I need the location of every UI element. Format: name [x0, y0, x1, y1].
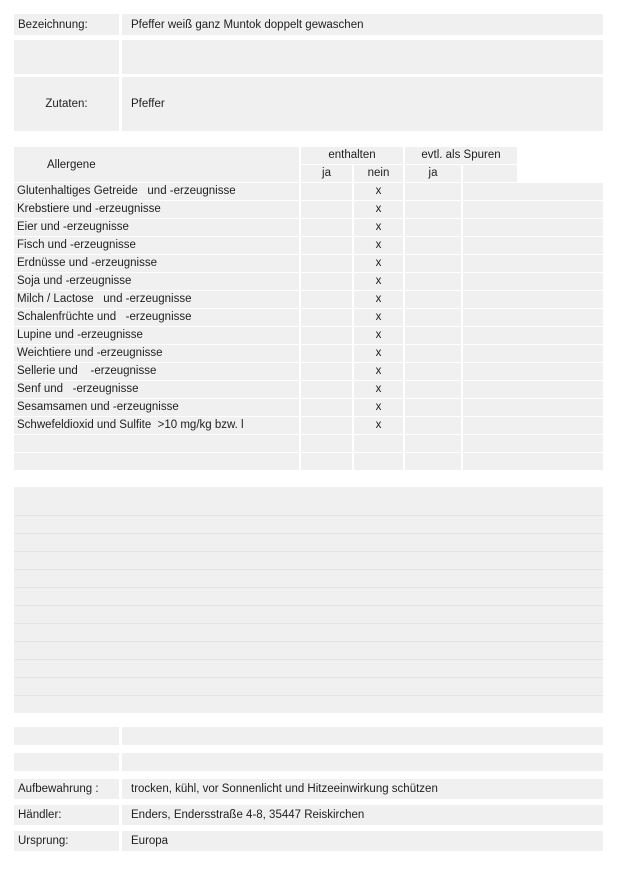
notes-empty-line [14, 569, 603, 587]
row-trailing-cell [463, 309, 603, 326]
field-row-empty-small-1 [14, 727, 603, 745]
allergen-column-title: Allergene [14, 147, 299, 182]
enthalten-nein-cell: x [354, 219, 403, 236]
row-trailing-cell [463, 345, 603, 362]
allergen-table [14, 147, 603, 470]
notes-empty-line [14, 641, 603, 659]
row-trailing-cell [463, 183, 603, 200]
allergen-empty-row [14, 452, 603, 470]
spuren-ja-cell [405, 417, 461, 434]
spuren-ja-cell [405, 183, 461, 200]
field-value-empty [122, 753, 603, 771]
field-label-empty [14, 753, 119, 771]
spuren-ja-cell [405, 435, 461, 452]
row-trailing-cell [463, 435, 603, 452]
field-value-zutaten: Pfeffer [122, 77, 603, 131]
field-label-empty [14, 40, 119, 74]
allergen-row [14, 218, 603, 236]
allergen-name-cell: Sesamsamen und -erzeugnisse [14, 399, 299, 416]
allergen-row [14, 308, 603, 326]
allergen-name-cell: Fisch und -erzeugnisse [14, 237, 299, 254]
enthalten-nein-cell [354, 435, 403, 452]
enthalten-ja-cell [301, 417, 352, 434]
notes-empty-line [14, 623, 603, 641]
notes-empty-line [14, 515, 603, 533]
field-value-aufbewahrung: trocken, kühl, vor Sonnenlicht und Hitzeeinwirkung schützen [122, 779, 603, 799]
field-label-empty [14, 727, 119, 745]
row-trailing-cell [463, 363, 603, 380]
allergen-row [14, 272, 603, 290]
allergen-row [14, 398, 603, 416]
enthalten-ja-cell [301, 381, 352, 398]
field-value-haendler: Enders, Endersstraße 4-8, 35447 Reiskirchen [122, 805, 603, 825]
spuren-ja-cell [405, 399, 461, 416]
notes-empty-line [14, 533, 603, 551]
allergen-name-cell: Glutenhaltiges Getreide und -erzeugnisse [14, 183, 299, 200]
enthalten-ja-cell [301, 273, 352, 290]
allergen-row [14, 326, 603, 344]
enthalten-ja-cell [301, 453, 352, 470]
notes-empty-line [14, 487, 603, 515]
allergen-name-cell: Weichtiere und -erzeugnisse [14, 345, 299, 362]
field-row-empty-small-2 [14, 753, 603, 771]
spuren-ja-cell [405, 237, 461, 254]
allergen-name-cell: Senf und -erzeugnisse [14, 381, 299, 398]
field-label-aufbewahrung: Aufbewahrung : [14, 779, 119, 799]
row-trailing-cell [463, 291, 603, 308]
notes-empty-line [14, 695, 603, 713]
subheader-spuren-ja: ja [405, 164, 461, 182]
enthalten-ja-cell [301, 399, 352, 416]
spuren-ja-cell [405, 453, 461, 470]
row-trailing-cell [463, 381, 603, 398]
allergen-table-body [14, 182, 603, 470]
enthalten-ja-cell [301, 363, 352, 380]
allergen-header-groups [301, 147, 603, 164]
enthalten-nein-cell: x [354, 273, 403, 290]
enthalten-nein-cell: x [354, 399, 403, 416]
field-row-bezeichnung [14, 14, 603, 35]
allergen-name-cell: Soja und -erzeugnisse [14, 273, 299, 290]
allergen-row [14, 344, 603, 362]
subheader-blank [463, 164, 517, 182]
header-evtl-als-spuren: evtl. als Spuren [405, 147, 517, 164]
spuren-ja-cell [405, 201, 461, 218]
enthalten-nein-cell: x [354, 255, 403, 272]
allergen-row [14, 362, 603, 380]
enthalten-nein-cell [354, 453, 403, 470]
allergen-name-cell: Eier und -erzeugnisse [14, 219, 299, 236]
allergen-name-cell: Erdnüsse und -erzeugnisse [14, 255, 299, 272]
enthalten-ja-cell [301, 237, 352, 254]
allergen-name-cell: Lupine und -erzeugnisse [14, 327, 299, 344]
row-trailing-cell [463, 273, 603, 290]
enthalten-nein-cell: x [354, 183, 403, 200]
field-value-ursprung: Europa [122, 831, 603, 851]
spuren-ja-cell [405, 309, 461, 326]
enthalten-ja-cell [301, 201, 352, 218]
allergen-header-subcolumns [301, 164, 603, 182]
spuren-ja-cell [405, 327, 461, 344]
allergen-name-cell: Sellerie und -erzeugnisse [14, 363, 299, 380]
allergen-name-cell: Schwefeldioxid und Sulfite >10 mg/kg bzw. l [14, 417, 299, 434]
enthalten-ja-cell [301, 183, 352, 200]
row-trailing-cell [463, 453, 603, 470]
notes-empty-line [14, 605, 603, 623]
subheader-ja: ja [301, 164, 352, 182]
spuren-ja-cell [405, 219, 461, 236]
field-value-empty [122, 727, 603, 745]
field-row-ursprung [14, 831, 603, 851]
allergen-name-cell: Krebstiere und -erzeugnisse [14, 201, 299, 218]
field-label-ursprung: Ursprung: [14, 831, 119, 851]
enthalten-nein-cell: x [354, 363, 403, 380]
header-enthalten: enthalten [301, 147, 403, 164]
enthalten-ja-cell [301, 345, 352, 362]
allergen-row [14, 200, 603, 218]
allergen-row [14, 236, 603, 254]
allergen-empty-row [14, 434, 603, 452]
spuren-ja-cell [405, 381, 461, 398]
notes-empty-line [14, 677, 603, 695]
enthalten-nein-cell: x [354, 417, 403, 434]
notes-block [14, 487, 603, 713]
allergen-name-cell: Milch / Lactose und -erzeugnisse [14, 291, 299, 308]
field-value-empty [122, 40, 603, 74]
allergen-name-cell [14, 453, 299, 470]
enthalten-ja-cell [301, 219, 352, 236]
field-row-haendler [14, 805, 603, 825]
allergen-name-cell [14, 435, 299, 452]
spuren-ja-cell [405, 273, 461, 290]
row-trailing-cell [463, 219, 603, 236]
field-row-aufbewahrung [14, 779, 603, 799]
spuren-ja-cell [405, 345, 461, 362]
enthalten-ja-cell [301, 255, 352, 272]
enthalten-nein-cell: x [354, 327, 403, 344]
allergen-row [14, 182, 603, 200]
enthalten-nein-cell: x [354, 291, 403, 308]
field-value-bezeichnung: Pfeffer weiß ganz Muntok doppelt gewaschen [122, 14, 603, 35]
spuren-ja-cell [405, 291, 461, 308]
allergen-table-header [14, 147, 603, 182]
enthalten-nein-cell: x [354, 309, 403, 326]
field-label-zutaten: Zutaten: [14, 77, 119, 131]
notes-empty-line [14, 551, 603, 569]
enthalten-nein-cell: x [354, 201, 403, 218]
enthalten-nein-cell: x [354, 345, 403, 362]
row-trailing-cell [463, 327, 603, 344]
allergen-row [14, 416, 603, 434]
row-trailing-cell [463, 399, 603, 416]
spuren-ja-cell [405, 363, 461, 380]
notes-empty-line [14, 659, 603, 677]
allergen-row [14, 290, 603, 308]
field-row-empty [14, 40, 603, 74]
row-trailing-cell [463, 237, 603, 254]
field-row-zutaten [14, 77, 603, 131]
enthalten-nein-cell: x [354, 381, 403, 398]
field-label-haendler: Händler: [14, 805, 119, 825]
allergen-row [14, 254, 603, 272]
row-trailing-cell [463, 201, 603, 218]
allergen-row [14, 380, 603, 398]
enthalten-ja-cell [301, 291, 352, 308]
allergen-header-right [301, 147, 603, 182]
enthalten-ja-cell [301, 435, 352, 452]
spuren-ja-cell [405, 255, 461, 272]
row-trailing-cell [463, 255, 603, 272]
field-label-bezeichnung: Bezeichnung: [14, 14, 119, 35]
row-trailing-cell [463, 417, 603, 434]
notes-empty-line [14, 587, 603, 605]
allergen-name-cell: Schalenfrüchte und -erzeugnisse [14, 309, 299, 326]
subheader-nein: nein [354, 164, 403, 182]
enthalten-ja-cell [301, 327, 352, 344]
enthalten-nein-cell: x [354, 237, 403, 254]
enthalten-ja-cell [301, 309, 352, 326]
